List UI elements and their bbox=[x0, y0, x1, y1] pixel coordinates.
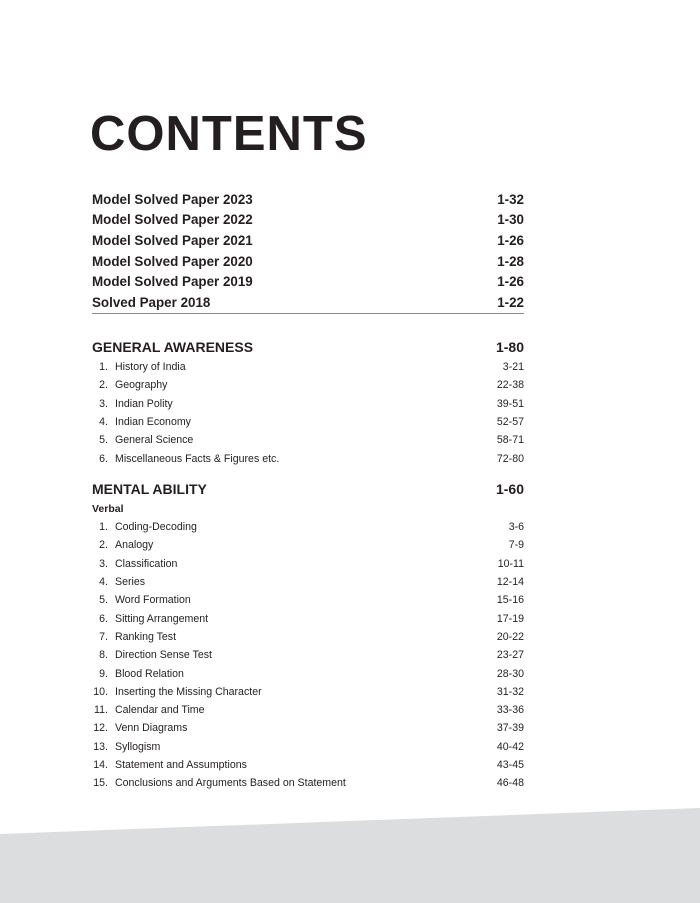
item-label: History of India bbox=[115, 361, 186, 374]
paper-pages: 1-28 bbox=[497, 253, 524, 269]
section-heading: MENTAL ABILITY bbox=[92, 481, 207, 497]
item-number: 2. bbox=[99, 379, 108, 392]
paper-pages: 1-22 bbox=[497, 294, 524, 310]
item-pages: 43-45 bbox=[496, 759, 524, 771]
list-item bbox=[92, 555, 524, 573]
item-number: 14. bbox=[93, 759, 108, 771]
item-number: 2. bbox=[99, 539, 108, 552]
paper-row bbox=[92, 251, 524, 272]
item-pages: 7-9 bbox=[508, 539, 524, 552]
item-pages: 3-6 bbox=[508, 521, 524, 534]
item-number: 8. bbox=[99, 649, 108, 662]
list-item bbox=[92, 395, 524, 413]
list-item bbox=[92, 591, 524, 609]
list-item bbox=[92, 573, 524, 591]
list-item bbox=[92, 518, 524, 536]
list-item bbox=[92, 413, 524, 431]
item-label: Calendar and Time bbox=[115, 704, 205, 717]
item-number: 4. bbox=[99, 416, 108, 429]
section-heading-row bbox=[92, 478, 524, 500]
subsection-heading: Verbal bbox=[92, 503, 124, 515]
item-pages: 72-80 bbox=[496, 452, 524, 465]
list-item bbox=[92, 719, 524, 737]
list-item bbox=[92, 431, 524, 449]
item-label: Ranking Test bbox=[115, 630, 177, 643]
item-pages: 28-30 bbox=[496, 667, 524, 680]
list-item bbox=[92, 536, 524, 554]
item-label: Indian Economy bbox=[115, 416, 191, 429]
paper-row bbox=[92, 210, 524, 231]
item-number: 13. bbox=[93, 740, 108, 753]
paper-title: Model Solved Paper 2022 bbox=[92, 212, 253, 228]
list-item bbox=[92, 738, 524, 756]
item-label: Analogy bbox=[115, 539, 154, 552]
list-item bbox=[92, 449, 524, 467]
paper-title: Model Solved Paper 2023 bbox=[92, 191, 253, 207]
item-label: Geography bbox=[115, 379, 168, 392]
list-item bbox=[92, 683, 524, 701]
list-item bbox=[92, 701, 524, 719]
item-pages: 15-16 bbox=[496, 594, 524, 607]
item-label: Classification bbox=[115, 557, 178, 570]
paper-pages: 1-26 bbox=[497, 232, 524, 248]
item-number: 1. bbox=[99, 361, 108, 374]
item-pages: 17-19 bbox=[496, 612, 524, 625]
item-pages: 20-22 bbox=[496, 630, 524, 643]
item-label: Inserting the Missing Character bbox=[115, 685, 262, 698]
paper-pages: 1-30 bbox=[497, 212, 524, 228]
item-number: 5. bbox=[99, 434, 108, 447]
item-pages: 39-51 bbox=[496, 397, 524, 410]
item-pages: 23-27 bbox=[496, 649, 524, 662]
list-item bbox=[92, 664, 524, 682]
paper-title: Solved Paper 2018 bbox=[92, 294, 211, 310]
item-number: 5. bbox=[99, 594, 108, 607]
item-label: Statement and Assumptions bbox=[115, 759, 247, 771]
paper-title: Model Solved Paper 2020 bbox=[92, 253, 253, 269]
section-pages: 1-60 bbox=[495, 481, 524, 497]
item-pages: 22-38 bbox=[496, 379, 524, 392]
item-label: Indian Polity bbox=[115, 397, 173, 410]
item-pages: 10-11 bbox=[497, 557, 524, 570]
list-item bbox=[92, 774, 524, 792]
paper-row bbox=[92, 271, 524, 292]
item-number: 6. bbox=[99, 612, 108, 625]
item-pages: 31-32 bbox=[496, 685, 524, 698]
section-heading-row bbox=[92, 336, 524, 358]
item-number: 4. bbox=[99, 576, 108, 589]
item-label: Venn Diagrams bbox=[115, 722, 188, 735]
paper-title: Model Solved Paper 2019 bbox=[92, 274, 253, 290]
item-number: 15. bbox=[93, 777, 108, 790]
item-number: 7. bbox=[99, 630, 108, 643]
item-label: Syllogism bbox=[115, 740, 161, 753]
item-label: Conclusions and Arguments Based on Statement bbox=[115, 777, 346, 790]
item-number: 11. bbox=[94, 704, 108, 717]
item-number: 6. bbox=[99, 452, 108, 465]
item-pages: 58-71 bbox=[496, 434, 524, 447]
item-number: 9. bbox=[99, 667, 108, 680]
paper-row bbox=[92, 189, 524, 210]
list-item bbox=[92, 609, 524, 627]
item-label: General Science bbox=[115, 434, 194, 447]
paper-row bbox=[92, 292, 524, 313]
item-pages: 3-21 bbox=[502, 361, 524, 374]
mental-ability-section bbox=[92, 478, 524, 792]
item-pages: 40-42 bbox=[496, 740, 524, 753]
item-pages: 33-36 bbox=[496, 704, 524, 717]
solved-papers-list bbox=[92, 189, 524, 313]
item-label: Coding-Decoding bbox=[115, 521, 197, 534]
general-awareness-section bbox=[92, 336, 524, 468]
paper-pages: 1-32 bbox=[497, 191, 524, 207]
list-item bbox=[92, 646, 524, 664]
list-item bbox=[92, 376, 524, 394]
list-item bbox=[92, 756, 524, 774]
item-pages: 37-39 bbox=[496, 722, 524, 735]
paper-pages: 1-26 bbox=[497, 274, 524, 290]
item-label: Miscellaneous Facts & Figures etc. bbox=[115, 452, 280, 465]
list-item bbox=[92, 358, 524, 376]
item-number: 3. bbox=[99, 397, 108, 410]
item-number: 10. bbox=[93, 685, 108, 698]
item-number: 3. bbox=[99, 557, 108, 570]
item-pages: 52-57 bbox=[496, 416, 524, 429]
item-pages: 46-48 bbox=[496, 777, 524, 790]
list-item bbox=[92, 628, 524, 646]
paper-title: Model Solved Paper 2021 bbox=[92, 232, 253, 248]
item-label: Series bbox=[115, 576, 146, 589]
section-pages: 1-80 bbox=[495, 339, 524, 355]
section-divider bbox=[92, 313, 524, 314]
page-title: CONTENTS bbox=[90, 107, 368, 161]
item-label: Word Formation bbox=[115, 594, 191, 607]
item-label: Sitting Arrangement bbox=[115, 612, 209, 625]
item-number: 1. bbox=[99, 521, 108, 534]
item-pages: 12-14 bbox=[496, 576, 524, 589]
paper-row bbox=[92, 230, 524, 251]
item-number: 12. bbox=[93, 722, 108, 735]
item-label: Direction Sense Test bbox=[115, 649, 212, 662]
item-label: Blood Relation bbox=[115, 667, 184, 680]
section-heading: GENERAL AWARENESS bbox=[92, 339, 254, 355]
